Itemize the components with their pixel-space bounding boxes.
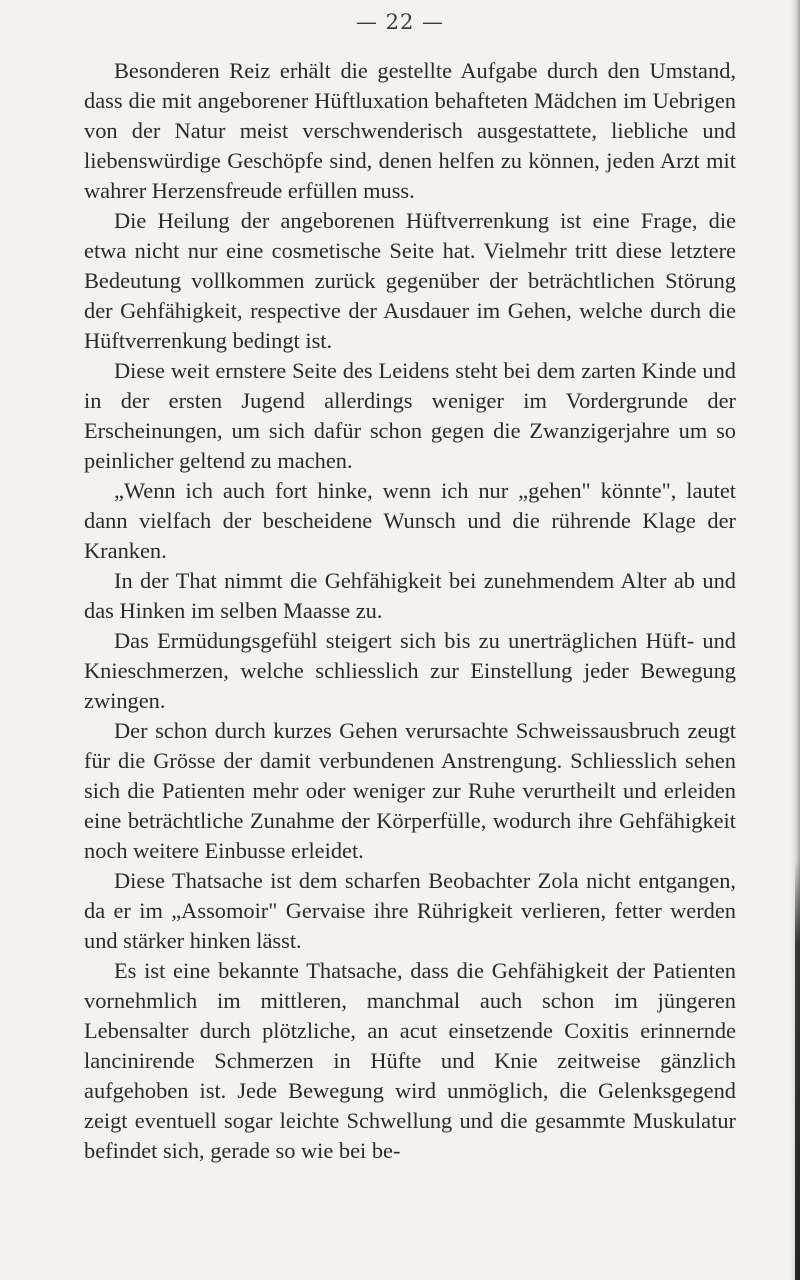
paragraph: Diese Thatsache ist dem scharfen Beobachter Zola nicht entgangen, da er im „Assomoir" Gervaise ihre Rührigkeit verlieren, fetter werden und stärker hinken lässt. — [84, 868, 736, 953]
body-text — [84, 56, 736, 1166]
paragraph: In der That nimmt die Gehfähigkeit bei zunehmendem Alter ab und das Hinken im selben Maasse zu. — [84, 568, 736, 623]
paragraph: Das Ermüdungsgefühl steigert sich bis zu unerträglichen Hüft- und Knieschmerzen, welche schliesslich zur Einstellung jeder Bewegung zwingen. — [84, 628, 736, 713]
paragraph: Es ist eine bekannte Thatsache, dass die Gehfähigkeit der Patienten vornehmlich im mittleren, manchmal auch schon im jüngeren Lebensalter durch plötzliche, an acut einsetzende Coxitis erinnernde lancinirende Schmerzen in Hüfte und Knie zeitweise gänzlich aufgehoben ist. Jede Bewegung wird unmöglich, die Gelenksgegend zeigt eventuell sogar leichte Schwellung und die gesammte Muskulatur befindet sich, gerade so wie bei be- — [84, 958, 736, 1163]
paragraph: Diese weit ernstere Seite des Leidens steht bei dem zarten Kinde und in der ersten Jugend allerdings weniger im Vordergrunde der Erscheinungen, um sich dafür schon gegen die Zwanzigerjahre um so peinlicher geltend zu machen. — [84, 358, 736, 473]
page-edge-dark — [795, 860, 800, 1280]
paragraph: Der schon durch kurzes Gehen verursachte Schweissausbruch zeugt für die Grösse der damit verbundenen Anstrengung. Schliesslich sehen sich die Patienten mehr oder weniger zur Ruhe verurtheilt und erleiden eine beträchtliche Zunahme der Körperfülle, wodurch ihre Gehfähigkeit noch weitere Einbusse erleidet. — [84, 718, 736, 863]
paragraph: Besonderen Reiz erhält die gestellte Aufgabe durch den Umstand, dass die mit angeborener Hüftluxation behafteten Mädchen im Uebrigen von der Natur meist verschwenderisch ausgestattete, liebliche und liebenswürdige Geschöpfe sind, denen helfen zu können, jeden Arzt mit wahrer Herzensfreude erfüllen muss. — [84, 58, 736, 203]
page-number: — 22 — — [355, 10, 445, 34]
paragraph: Die Heilung der angeborenen Hüftverrenkung ist eine Frage, die etwa nicht nur eine cosmetische Seite hat. Vielmehr tritt diese letztere Bedeutung vollkommen zurück gegenüber der beträchtlichen Störung der Gehfähigkeit, respective der Ausdauer im Gehen, welche durch die Hüftverrenkung bedingt ist. — [84, 208, 736, 353]
paragraph: „Wenn ich auch fort hinke, wenn ich nur „gehen" könnte", lautet dann vielfach der bescheidene Wunsch und die rührende Klage der Kranken. — [84, 478, 736, 563]
